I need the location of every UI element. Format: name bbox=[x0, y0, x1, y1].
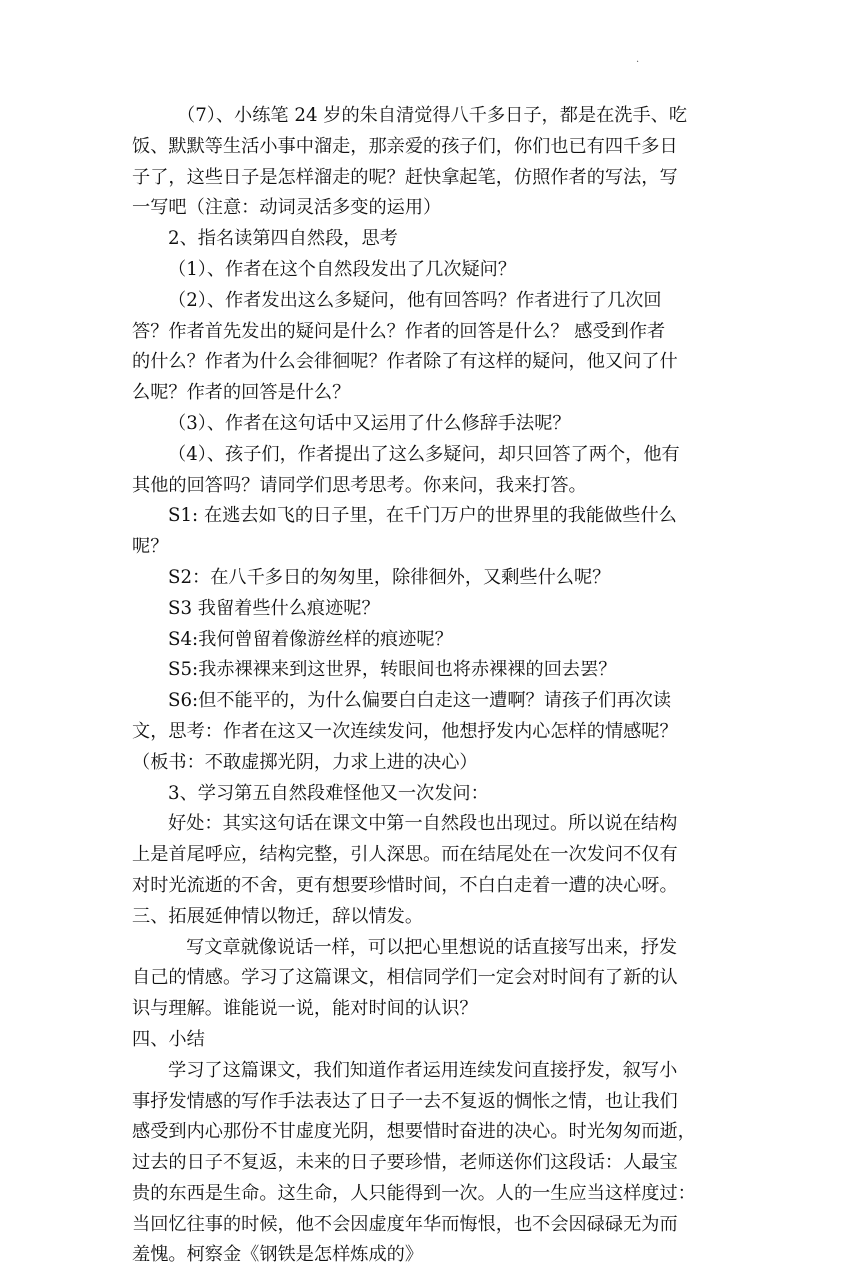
text-line: 对时光流逝的不舍，更有想要珍惜时间，不白白走着一遭的决心呀。 bbox=[132, 874, 678, 896]
text-line: 么呢？作者的回答是什么？ bbox=[132, 382, 351, 404]
text-line: 贵的东西是生命。这生命，人只能得到一次。人的一生应当这样度过： bbox=[132, 1182, 696, 1204]
text-line: 自己的情感。学习了这篇课文，相信同学们一定会对时间有了新的认 bbox=[132, 967, 678, 989]
student-answer-line: S2：在八千多日的匆匆里，除徘徊外，又剩些什么呢？ bbox=[168, 566, 611, 588]
text-line: （7）、小练笔 24 岁的朱自清觉得八千多日子，都是在洗手、吃 bbox=[177, 105, 688, 126]
page-mark: · bbox=[636, 57, 640, 68]
question-line: （3）、作者在这句话中又运用了什么修辞手法呢？ bbox=[168, 412, 571, 434]
text-line: 写文章就像说话一样，可以把心里想说的话直接写出来，抒发 bbox=[186, 936, 678, 958]
text-line: 呢？ bbox=[132, 536, 169, 558]
text-line: 文，思考：作者在这又一次连续发问，他想抒发内心怎样的情感呢？ bbox=[132, 720, 678, 742]
question-line: （2）、作者发出这么多疑问，他有回答吗？作者进行了几次回 bbox=[168, 289, 662, 311]
student-answer-line: S5:我赤裸裸来到这世界，转眼间也将赤裸裸的回去罢？ bbox=[168, 659, 617, 681]
document-body bbox=[132, 101, 732, 1271]
text-line: 识与理解。谁能说一说，能对时间的认识？ bbox=[132, 998, 478, 1020]
student-answer-line: S6:但不能平的，为什么偏要白白走这一遭啊？请孩子们再次读 bbox=[168, 690, 672, 712]
text-line: （板书：不敢虚掷光阴，力求上进的决心） bbox=[132, 751, 478, 773]
text-line: 过去的日子不复返，未来的日子要珍惜，老师送你们这段话：人最宝 bbox=[132, 1152, 678, 1174]
section-heading: 三、拓展延伸情以物迁，辞以情发。 bbox=[132, 905, 424, 927]
text-line: 上是首尾呼应，结构完整，引人深思。而在结尾处在一次发问不仅有 bbox=[132, 844, 678, 866]
text-line: 羞愧。柯察金《钢铁是怎样炼成的》 bbox=[132, 1244, 424, 1266]
text-line: 答？作者首先发出的疑问是什么？作者的回答是什么？ 感受到作者 bbox=[132, 320, 666, 342]
question-line: （4）、孩子们，作者提出了这么多疑问，却只回答了两个，他有 bbox=[168, 443, 680, 465]
text-line: 当回忆往事的时候，他不会因虚度年华而悔恨，也不会因碌碌无为而 bbox=[132, 1213, 678, 1235]
text-line: 感受到内心那份不甘虚度光阴，想要惜时奋进的决心。时光匆匆而逝， bbox=[132, 1121, 696, 1143]
section-heading: 四、小结 bbox=[132, 1028, 205, 1050]
student-answer-line: S1: 在逃去如飞的日子里，在千门万户的世界里的我能做些什么 bbox=[168, 505, 677, 527]
text-line: 子了，这些日子是怎样溜走的呢？赶快拿起笔，仿照作者的写法，写 bbox=[132, 166, 678, 188]
text-line: 饭、默默等生活小事中溜走，那亲爱的孩子们，你们也已有四千多日 bbox=[132, 135, 678, 157]
text-line: 的什么？作者为什么会徘徊呢？作者除了有这样的疑问，他又问了什 bbox=[132, 351, 678, 373]
section-heading: 2、指名读第四自然段，思考 bbox=[168, 228, 398, 250]
text-line: 其他的回答吗？请同学们思考思考。你来问，我来打答。 bbox=[132, 474, 587, 496]
question-line: （1）、作者在这个自然段发出了几次疑问？ bbox=[168, 258, 517, 280]
student-answer-line: S3 我留着些什么痕迹呢？ bbox=[168, 597, 380, 619]
text-line: 一写吧（注意：动词灵活多变的运用） bbox=[132, 197, 442, 219]
section-heading: 3、学习第五自然段难怪他又一次发问： bbox=[168, 782, 489, 804]
text-line: 好处：其实这句话在课文中第一自然段也出现过。所以说在结构 bbox=[168, 813, 678, 835]
text-line: 事抒发情感的写作手法表达了日子一去不复返的惆怅之情，也让我们 bbox=[132, 1090, 678, 1112]
student-answer-line: S4:我何曾留着像游丝样的痕迹呢？ bbox=[168, 628, 453, 650]
text-line: 学习了这篇课文，我们知道作者运用连续发问直接抒发，叙写小 bbox=[168, 1059, 678, 1081]
